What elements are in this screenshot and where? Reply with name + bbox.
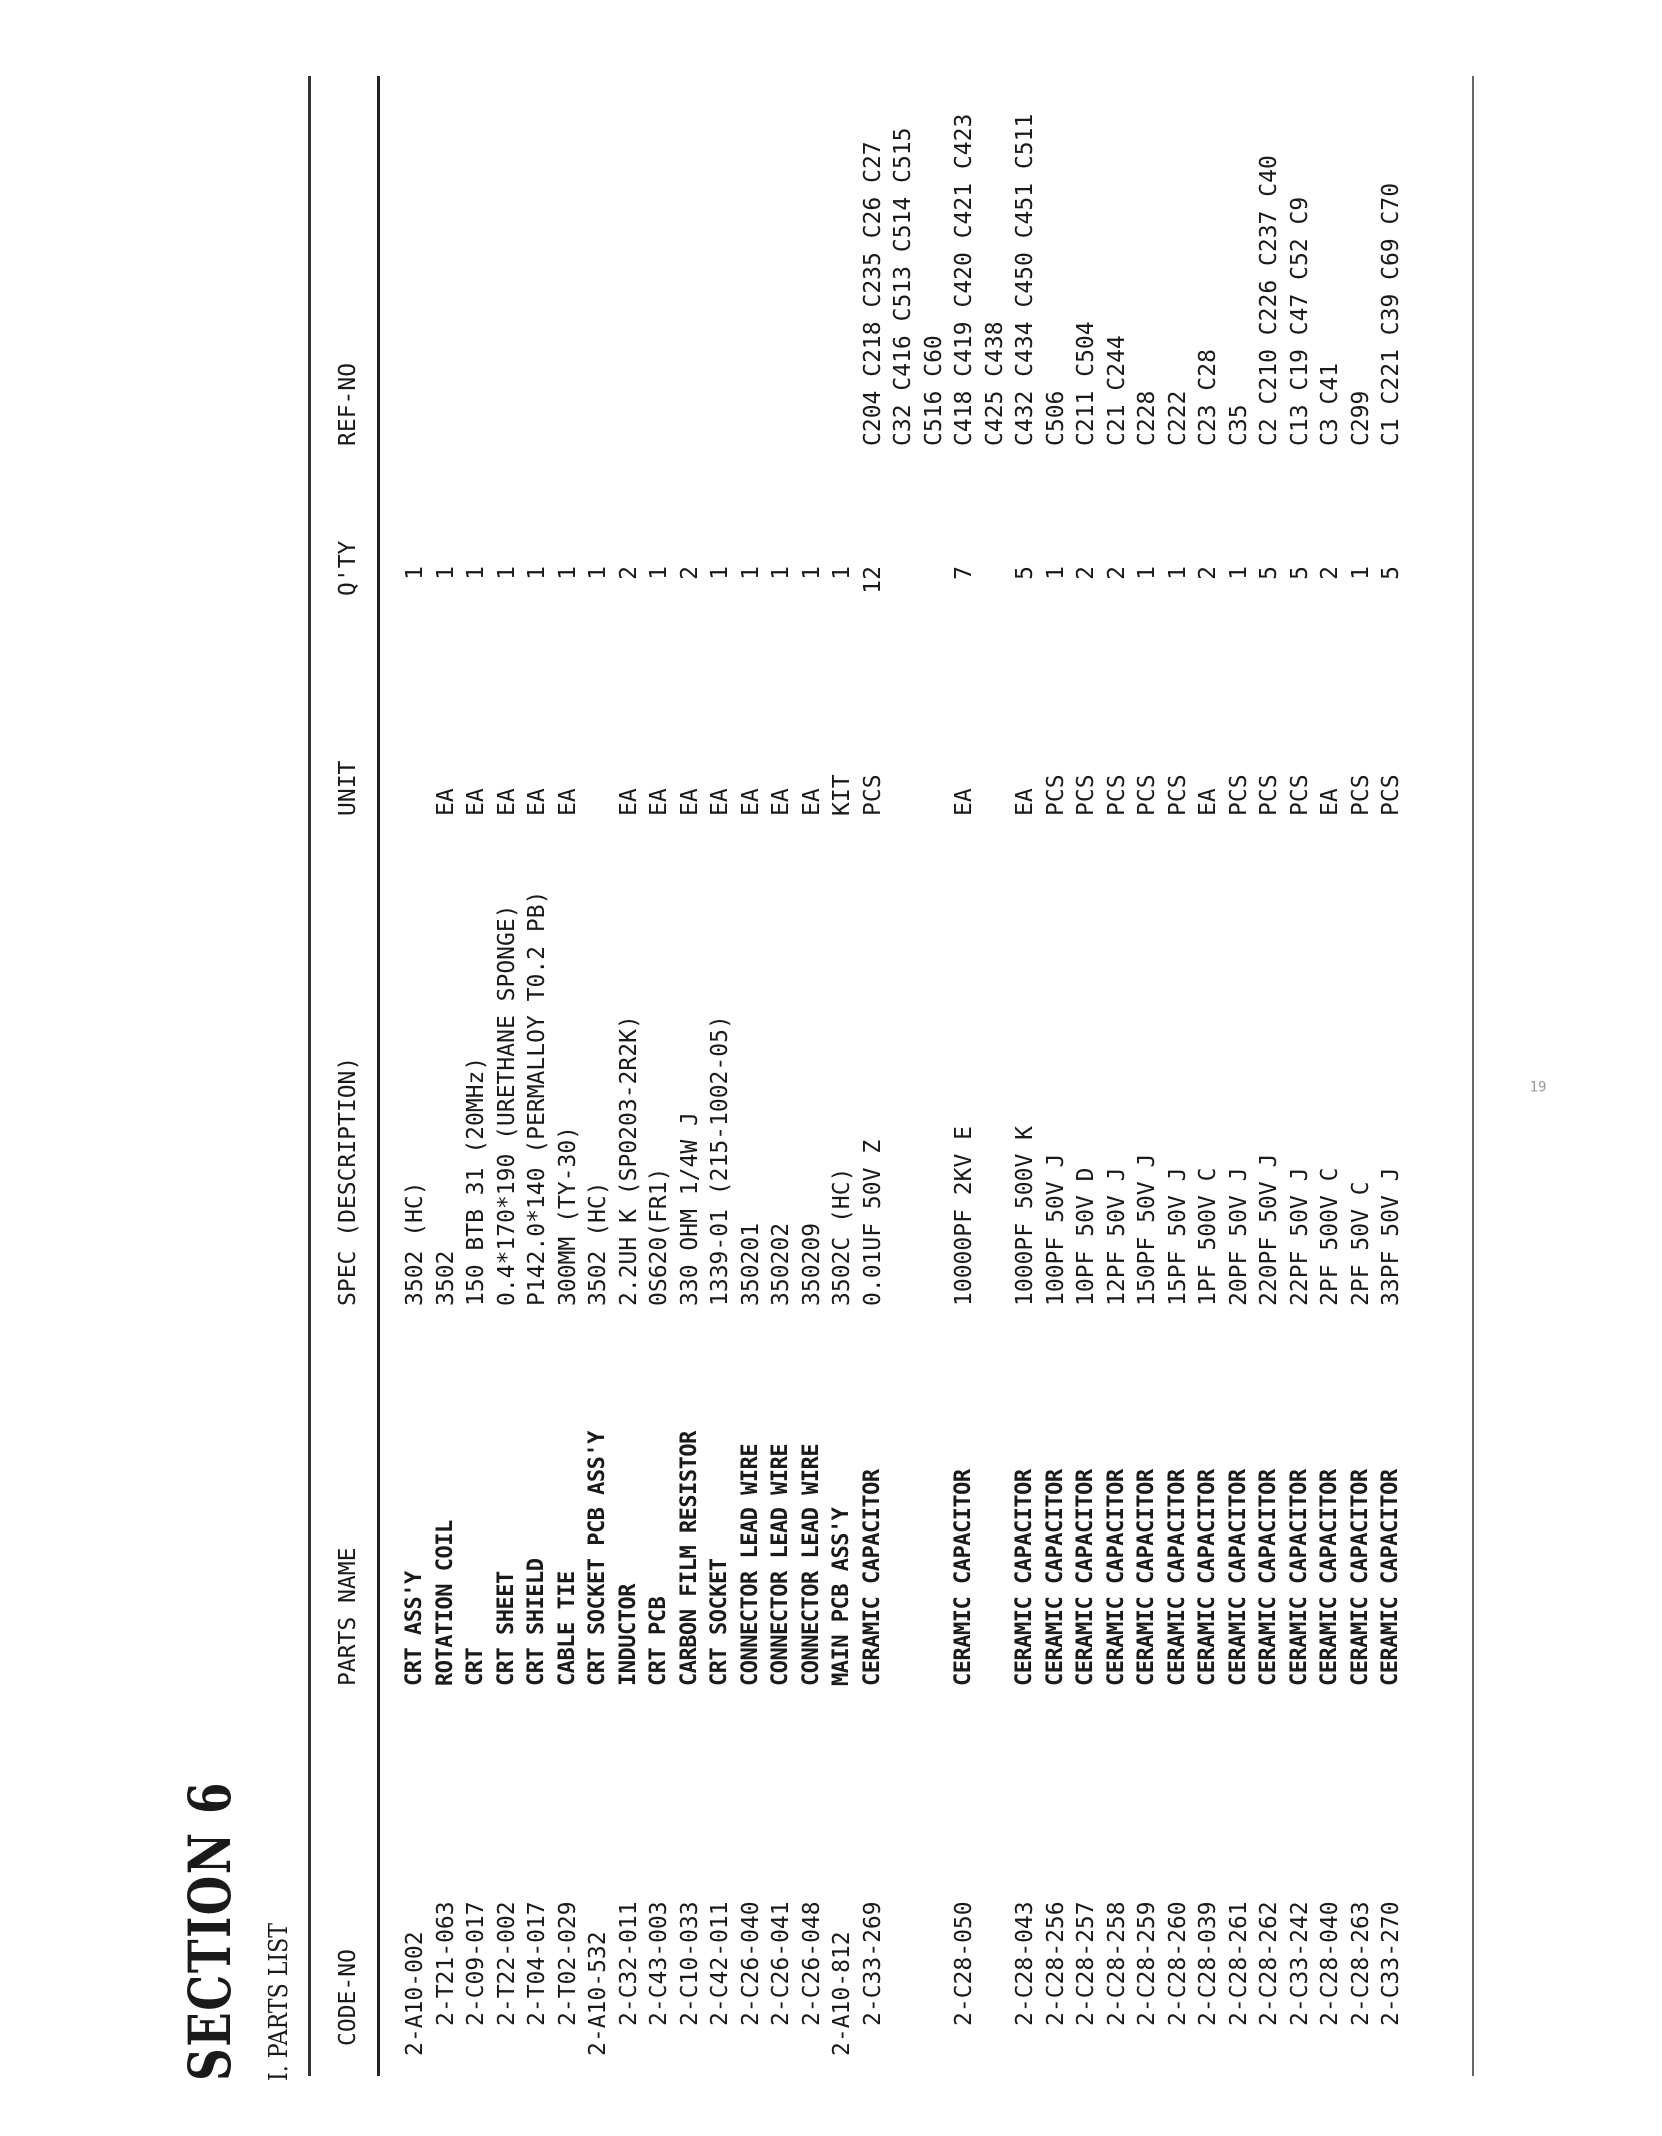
cell-spec: 100PF 50V J — [1042, 1153, 1069, 1306]
cell-name: CRT ASS'Y — [402, 1571, 427, 1686]
cell-name: CRT SOCKET PCB ASS'Y — [585, 1431, 610, 1686]
cell-name: CERAMIC CAPACITOR — [1195, 1469, 1220, 1686]
cell-code: 2-C26-040 — [737, 1901, 764, 2026]
cell-ref: C299 — [1347, 390, 1374, 446]
cell-code: 2-C28-256 — [1042, 1901, 1069, 2026]
cell-unit: EA — [615, 788, 642, 816]
cell-ref: C3 C41 — [1317, 362, 1343, 446]
cell-unit: EA — [554, 788, 581, 816]
cell-qty: 2 — [1195, 566, 1221, 580]
cell-spec: 1PF 500V C — [1195, 1167, 1221, 1306]
cell-qty: 2 — [1103, 566, 1130, 580]
cell-name: CERAMIC CAPACITOR — [1134, 1469, 1159, 1686]
cell-code: 2-A10-812 — [829, 1931, 855, 2056]
cell-unit: PCS — [1256, 774, 1282, 816]
cell-spec: 33PF 50V J — [1378, 1167, 1404, 1306]
cell-name: CERAMIC CAPACITOR — [1164, 1469, 1190, 1686]
cell-ref: C222 — [1164, 390, 1191, 446]
cell-code: 2-C28-263 — [1347, 1901, 1374, 2026]
cell-spec: 12PF 50V J — [1103, 1167, 1130, 1306]
page-number: 19 — [1529, 1079, 1547, 1096]
cell-code: 2-T04-017 — [524, 1901, 550, 2026]
cell-unit: PCS — [1225, 774, 1252, 816]
column-header-unit: UNIT — [335, 760, 361, 816]
cell-code: 2-C10-033 — [676, 1901, 703, 2026]
cell-spec: 350201 — [737, 1222, 764, 1306]
cell-qty: 5 — [1286, 566, 1313, 580]
cell-code: 2-T22-002 — [493, 1901, 520, 2026]
cell-name: CONNECTOR LEAD WIRE — [737, 1443, 763, 1686]
cell-name: CERAMIC CAPACITOR — [1317, 1469, 1342, 1686]
cell-ref: C23 C28 — [1195, 349, 1221, 446]
cell-qty: 1 — [402, 566, 428, 580]
cell-code: 2-C26-041 — [768, 1901, 794, 2026]
cell-spec: 20PF 50V J — [1225, 1167, 1252, 1306]
cell-ref: C21 C244 — [1103, 335, 1130, 446]
parts-list-heading: I. PARTS LIST — [264, 1922, 294, 2081]
cell-name: CERAMIC CAPACITOR — [859, 1469, 885, 1686]
cell-name: CERAMIC CAPACITOR — [951, 1469, 976, 1686]
cell-unit: EA — [1317, 788, 1343, 816]
column-header-spec: SPEC (DESCRIPTION) — [335, 1056, 361, 1306]
cell-qty: 5 — [1012, 566, 1038, 580]
cell-unit: PCS — [1042, 774, 1069, 816]
column-header-code: CODE-NO — [335, 1949, 361, 2046]
cell-code: 2-C28-043 — [1012, 1901, 1038, 2026]
cell-ref: C13 C19 C47 C52 C9 — [1286, 196, 1313, 446]
cell-qty: 1 — [524, 566, 550, 580]
cell-spec: 350202 — [768, 1222, 794, 1306]
cell-spec: 2PF 500V C — [1317, 1167, 1343, 1306]
cell-unit: EA — [737, 788, 764, 816]
cell-qty: 1 — [585, 566, 611, 580]
cell-spec: 22PF 50V J — [1286, 1167, 1313, 1306]
cell-name: ROTATION COIL — [432, 1520, 458, 1686]
cell-qty: 12 — [859, 566, 886, 594]
cell-code: 2-C28-260 — [1164, 1901, 1191, 2026]
cell-qty: 5 — [1256, 566, 1282, 580]
cell-qty: 1 — [554, 566, 581, 580]
cell-unit: EA — [646, 788, 672, 816]
cell-unit: EA — [707, 788, 733, 816]
cell-unit: EA — [768, 788, 794, 816]
cell-code: 2-C28-258 — [1103, 1901, 1130, 2026]
cell-spec: 0S620(FR1) — [646, 1167, 672, 1306]
column-header-parts-name: PARTS NAME — [335, 1547, 361, 1686]
cell-qty: 1 — [493, 566, 520, 580]
table-top-rule — [308, 76, 311, 2076]
cell-code: 2-C43-003 — [646, 1901, 672, 2026]
cell-unit: EA — [951, 788, 977, 816]
cell-spec: P142.0*140 (PERMALLOY T0.2 PB) — [524, 890, 550, 1306]
cell-name: MAIN PCB ASS'Y — [829, 1507, 854, 1686]
cell-code: 2-T02-029 — [554, 1901, 581, 2026]
cell-qty — [980, 566, 1010, 596]
cell-ref: C506 — [1042, 390, 1069, 446]
cell-code: 2-A10-002 — [402, 1931, 428, 2056]
section-title: SECTION 6 — [176, 1780, 244, 2081]
cell-code: 2-C28-050 — [951, 1901, 977, 2026]
cell-qty: 2 — [615, 566, 642, 580]
cell-unit: EA — [1195, 788, 1221, 816]
cell-qty — [888, 566, 918, 596]
cell-unit: EA — [1012, 788, 1038, 816]
cell-unit: PCS — [859, 774, 886, 816]
cell-qty: 1 — [463, 566, 489, 580]
cell-spec: 300MM (TY-30) — [554, 1125, 581, 1306]
column-header-ref: REF-NO — [335, 362, 361, 446]
cell-ref: C211 C504 — [1073, 321, 1099, 446]
cell-unit: PCS — [1347, 774, 1374, 816]
cell-code: 2-C32-011 — [615, 1901, 642, 2026]
cell-code: 2-C42-011 — [707, 1901, 733, 2026]
cell-spec: 2PF 50V C — [1347, 1181, 1374, 1306]
cell-name: CONNECTOR LEAD WIRE — [798, 1443, 824, 1686]
cell-code: 2-C33-242 — [1286, 1901, 1313, 2026]
cell-code: 2-C28-040 — [1317, 1901, 1343, 2026]
cell-ref: C425 C438 — [981, 321, 1008, 446]
cell-code: 2-C28-257 — [1073, 1901, 1099, 2026]
cell-qty: 1 — [1347, 566, 1374, 580]
cell-spec: 10PF 50V D — [1073, 1167, 1099, 1306]
cell-code: 2-C33-270 — [1378, 1901, 1404, 2026]
cell-ref: C432 C434 C450 C451 C511 — [1012, 113, 1038, 446]
cell-qty: 5 — [1378, 566, 1404, 580]
cell-qty: 1 — [1134, 566, 1160, 580]
cell-spec: 3502 (HC) — [402, 1181, 428, 1306]
cell-spec: 350209 — [798, 1222, 825, 1306]
cell-name: CERAMIC CAPACITOR — [1347, 1469, 1373, 1686]
cell-name: CRT — [463, 1647, 488, 1686]
cell-name: CERAMIC CAPACITOR — [1073, 1469, 1098, 1686]
cell-spec: 3502C (HC) — [829, 1167, 855, 1306]
cell-name: CRT SOCKET — [707, 1558, 732, 1686]
cell-name: CERAMIC CAPACITOR — [1378, 1469, 1403, 1686]
cell-qty: 7 — [951, 566, 977, 580]
cell-spec: 1339-01 (215-1002-05) — [707, 1015, 733, 1306]
cell-unit: PCS — [1103, 774, 1130, 816]
cell-name: CERAMIC CAPACITOR — [1286, 1469, 1312, 1686]
cell-unit: PCS — [1134, 774, 1160, 816]
cell-code: 2-A10-532 — [585, 1931, 611, 2056]
cell-code: 2-C33-269 — [859, 1901, 886, 2026]
cell-name: CRT SHEET — [493, 1571, 519, 1686]
cell-ref: C1 C221 C39 C69 C70 — [1378, 182, 1404, 446]
cell-spec: 3502 — [432, 1250, 459, 1306]
cell-ref: C204 C218 C235 C26 C27 — [859, 141, 886, 446]
cell-ref: C516 C60 — [920, 335, 947, 446]
table-bottom-rule — [1472, 76, 1474, 2076]
cell-qty: 1 — [1042, 566, 1069, 580]
cell-qty: 1 — [798, 566, 825, 580]
cell-name: CRT SHIELD — [524, 1558, 549, 1686]
cell-qty: 2 — [1317, 566, 1343, 580]
cell-spec: 150PF 50V J — [1134, 1153, 1160, 1306]
cell-qty: 1 — [768, 566, 794, 580]
cell-name: CONNECTOR LEAD WIRE — [768, 1443, 793, 1686]
cell-ref: C228 — [1134, 390, 1160, 446]
cell-unit: EA — [463, 788, 489, 816]
cell-spec: 0.01UF 50V Z — [859, 1139, 886, 1306]
cell-spec: 0.4*170*190 (URETHANE SPONGE) — [493, 904, 520, 1306]
cell-name: INDUCTOR — [615, 1584, 641, 1686]
cell-code: 2-T21-063 — [432, 1901, 459, 2026]
cell-unit: PCS — [1164, 774, 1191, 816]
cell-code: 2-C28-039 — [1195, 1901, 1221, 2026]
cell-unit: EA — [524, 788, 550, 816]
cell-ref: C418 C419 C420 C421 C423 — [951, 113, 977, 446]
cell-qty: 1 — [737, 566, 764, 580]
cell-qty: 1 — [1225, 566, 1252, 580]
cell-spec: 330 OHM 1/4W J — [676, 1112, 703, 1306]
cell-unit: PCS — [1286, 774, 1313, 816]
cell-spec: 10000PF 2KV E — [951, 1125, 977, 1306]
cell-qty: 1 — [432, 566, 459, 580]
cell-unit: PCS — [1378, 774, 1404, 816]
cell-qty: 1 — [707, 566, 733, 580]
cell-qty — [919, 566, 949, 596]
cell-code: 2-C28-262 — [1256, 1901, 1282, 2026]
cell-ref: C35 — [1225, 404, 1252, 446]
cell-unit: EA — [432, 788, 459, 816]
cell-spec: 3502 (HC) — [585, 1181, 611, 1306]
cell-unit: EA — [493, 788, 520, 816]
cell-name: CERAMIC CAPACITOR — [1256, 1469, 1281, 1686]
cell-unit: EA — [798, 788, 825, 816]
cell-unit: PCS — [1073, 774, 1099, 816]
column-header-qty: Q'TY — [335, 540, 361, 596]
cell-spec: 15PF 50V J — [1164, 1167, 1191, 1306]
cell-name: CERAMIC CAPACITOR — [1012, 1469, 1037, 1686]
cell-spec: 150 BTB 31 (20MHz) — [463, 1056, 489, 1306]
cell-name: CABLE TIE — [554, 1571, 580, 1686]
cell-qty: 2 — [676, 566, 703, 580]
cell-name: CERAMIC CAPACITOR — [1225, 1469, 1251, 1686]
cell-code: 2-C28-261 — [1225, 1901, 1252, 2026]
cell-spec: 2.2UH K (SP0203-2R2K) — [615, 1015, 642, 1306]
header-rule — [377, 76, 380, 2076]
cell-name: CERAMIC CAPACITOR — [1042, 1469, 1068, 1686]
cell-name: CARBON FILM RESISTOR — [676, 1431, 702, 1686]
cell-unit: EA — [676, 788, 703, 816]
cell-name: CRT PCB — [646, 1596, 671, 1686]
cell-qty: 1 — [829, 566, 855, 580]
cell-code: 2-C26-048 — [798, 1901, 825, 2026]
cell-qty: 1 — [646, 566, 672, 580]
cell-qty: 1 — [1164, 566, 1191, 580]
cell-spec: 1000PF 500V K — [1012, 1125, 1038, 1306]
cell-code: 2-C28-259 — [1134, 1901, 1160, 2026]
cell-spec: 220PF 50V J — [1256, 1153, 1282, 1306]
cell-code: 2-C09-017 — [463, 1901, 489, 2026]
cell-ref: C32 C416 C513 C514 C515 — [890, 127, 916, 446]
cell-unit: KIT — [829, 774, 855, 816]
cell-ref: C2 C210 C226 C237 C40 — [1256, 155, 1282, 446]
cell-qty: 2 — [1073, 566, 1099, 580]
cell-name: CERAMIC CAPACITOR — [1103, 1469, 1129, 1686]
